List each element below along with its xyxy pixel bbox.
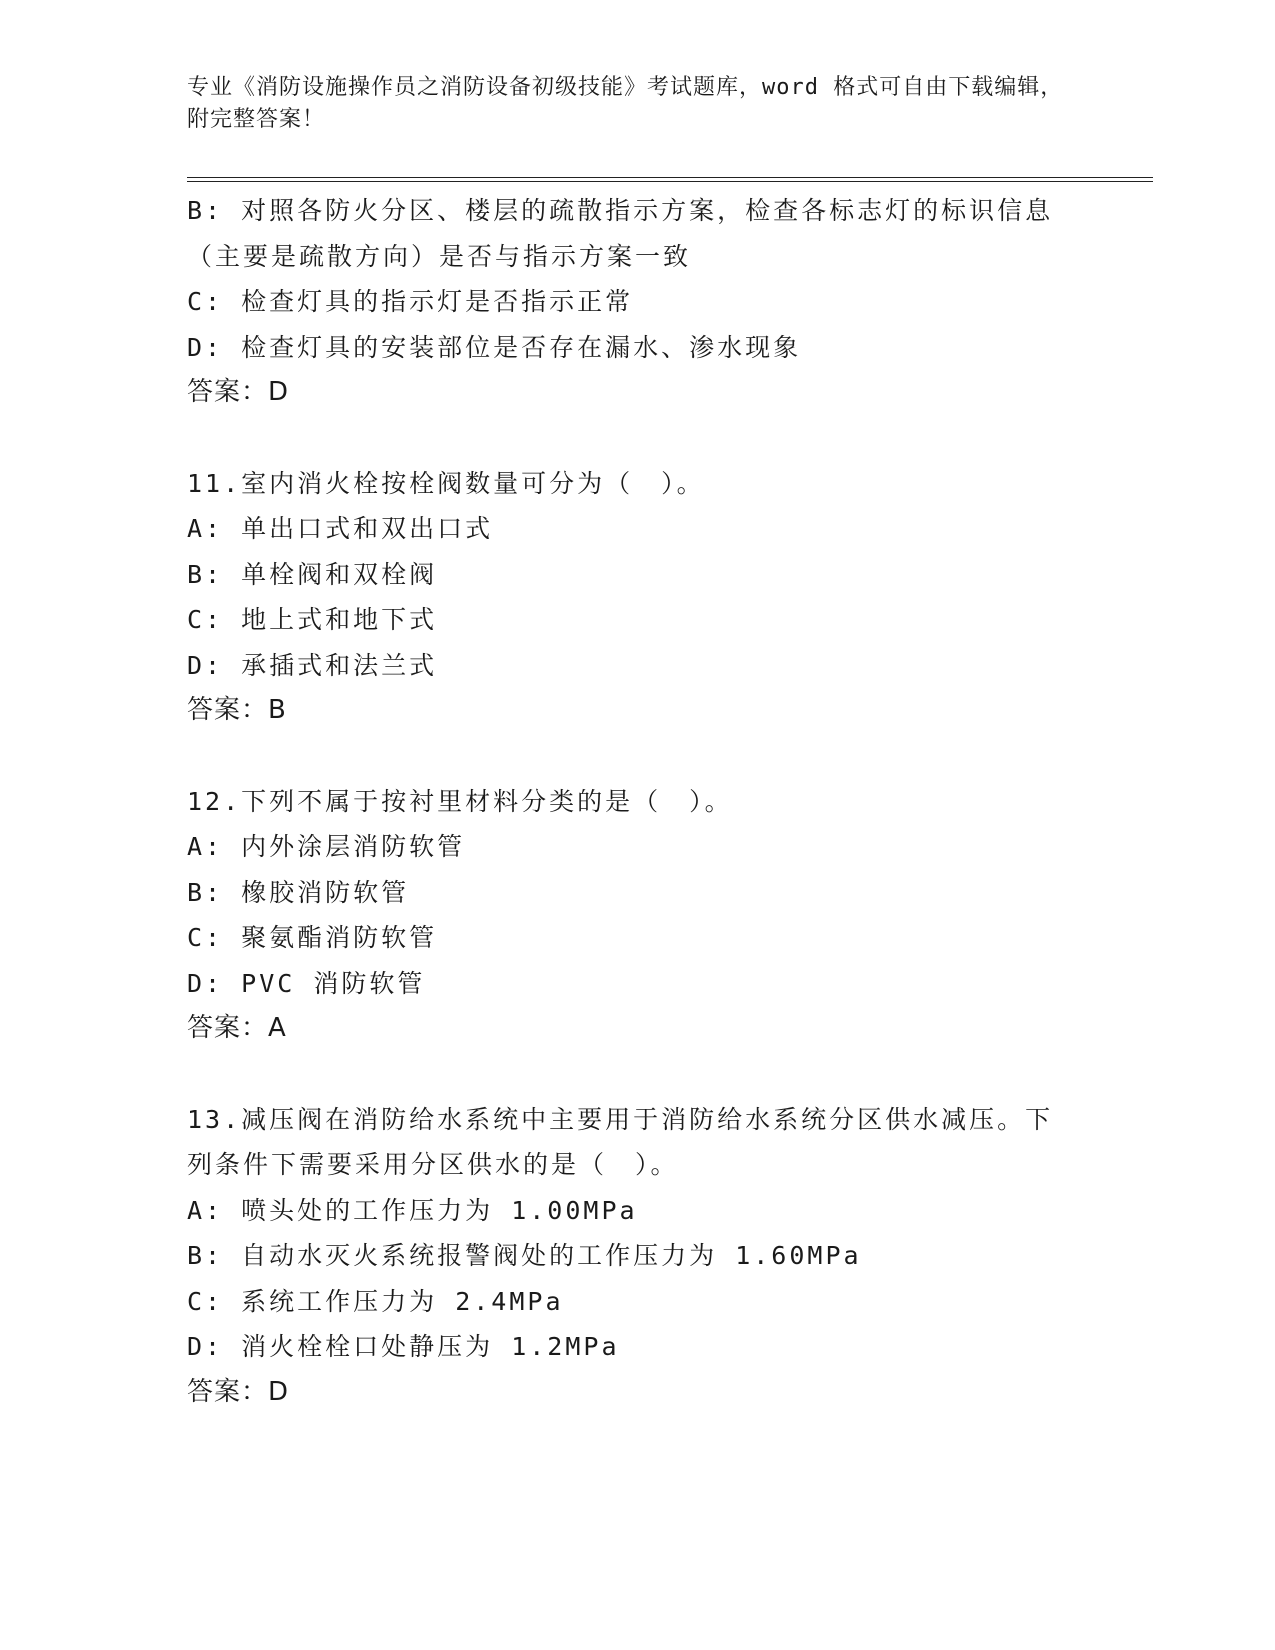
answer-line: 答案：D [187,1376,290,1407]
option-c: C: 地上式和地下式 [187,605,438,634]
option-a: A: 喷头处的工作压力为 1.00MPa [187,1195,638,1225]
option-d: D: PVC 消防软管 [187,968,426,998]
question-block-10 [187,188,1087,416]
header-divider [187,177,1153,182]
block-spacer [187,734,1087,779]
option-c: C: 检查灯具的指示灯是否指示正常 [187,287,634,316]
question-block-11 [187,461,1087,734]
answer-line: 答案：D [187,377,290,407]
option-b-continued: （主要是疏散方向）是否与指示方案一致 [187,241,692,271]
option-b: B: 对照各防火分区、楼层的疏散指示方案，检查各标志灯的标识信息 [187,196,1054,225]
option-d: D: 检查灯具的安装部位是否存在漏水、渗水现象 [187,332,802,362]
option-d: D: 消火栓栓口处静压为 1.2MPa [187,1332,620,1361]
option-a: A: 单出口式和双出口式 [187,514,494,543]
question-block-13 [187,1097,1087,1416]
block-spacer [187,1052,1087,1097]
question-stem: 12.下列不属于按衬里材料分类的是（ ）。 [187,786,733,816]
document-header [187,72,1067,136]
option-c: C: 系统工作压力为 2.4MPa [187,1286,564,1316]
option-c: C: 聚氨酯消防软管 [187,923,438,952]
header-intro-text: 专业《消防设施操作员之消防设备初级技能》考试题库，word 格式可自由下载编辑，附完整答案！ [187,75,1064,132]
option-d: D: 承插式和法兰式 [187,650,438,680]
option-b: B: 橡胶消防软管 [187,877,410,907]
answer-line: 答案：B [187,695,287,725]
option-b: B: 自动水灭火系统报警阀处的工作压力为 1.60MPa [187,1241,862,1270]
option-b: B: 单栓阀和双栓阀 [187,559,438,589]
question-stem-continued: 列条件下需要采用分区供水的是（ ）。 [187,1150,679,1179]
question-stem: 11.室内消火栓按栓阀数量可分为（ ）。 [187,468,705,498]
option-a: A: 内外涂层消防软管 [187,832,466,861]
block-spacer [187,416,1087,461]
question-list [187,188,1087,1415]
question-stem: 13.减压阀在消防给水系统中主要用于消防给水系统分区供水减压。下 [187,1104,1054,1134]
answer-line: 答案：A [187,1013,287,1043]
question-block-12 [187,779,1087,1052]
